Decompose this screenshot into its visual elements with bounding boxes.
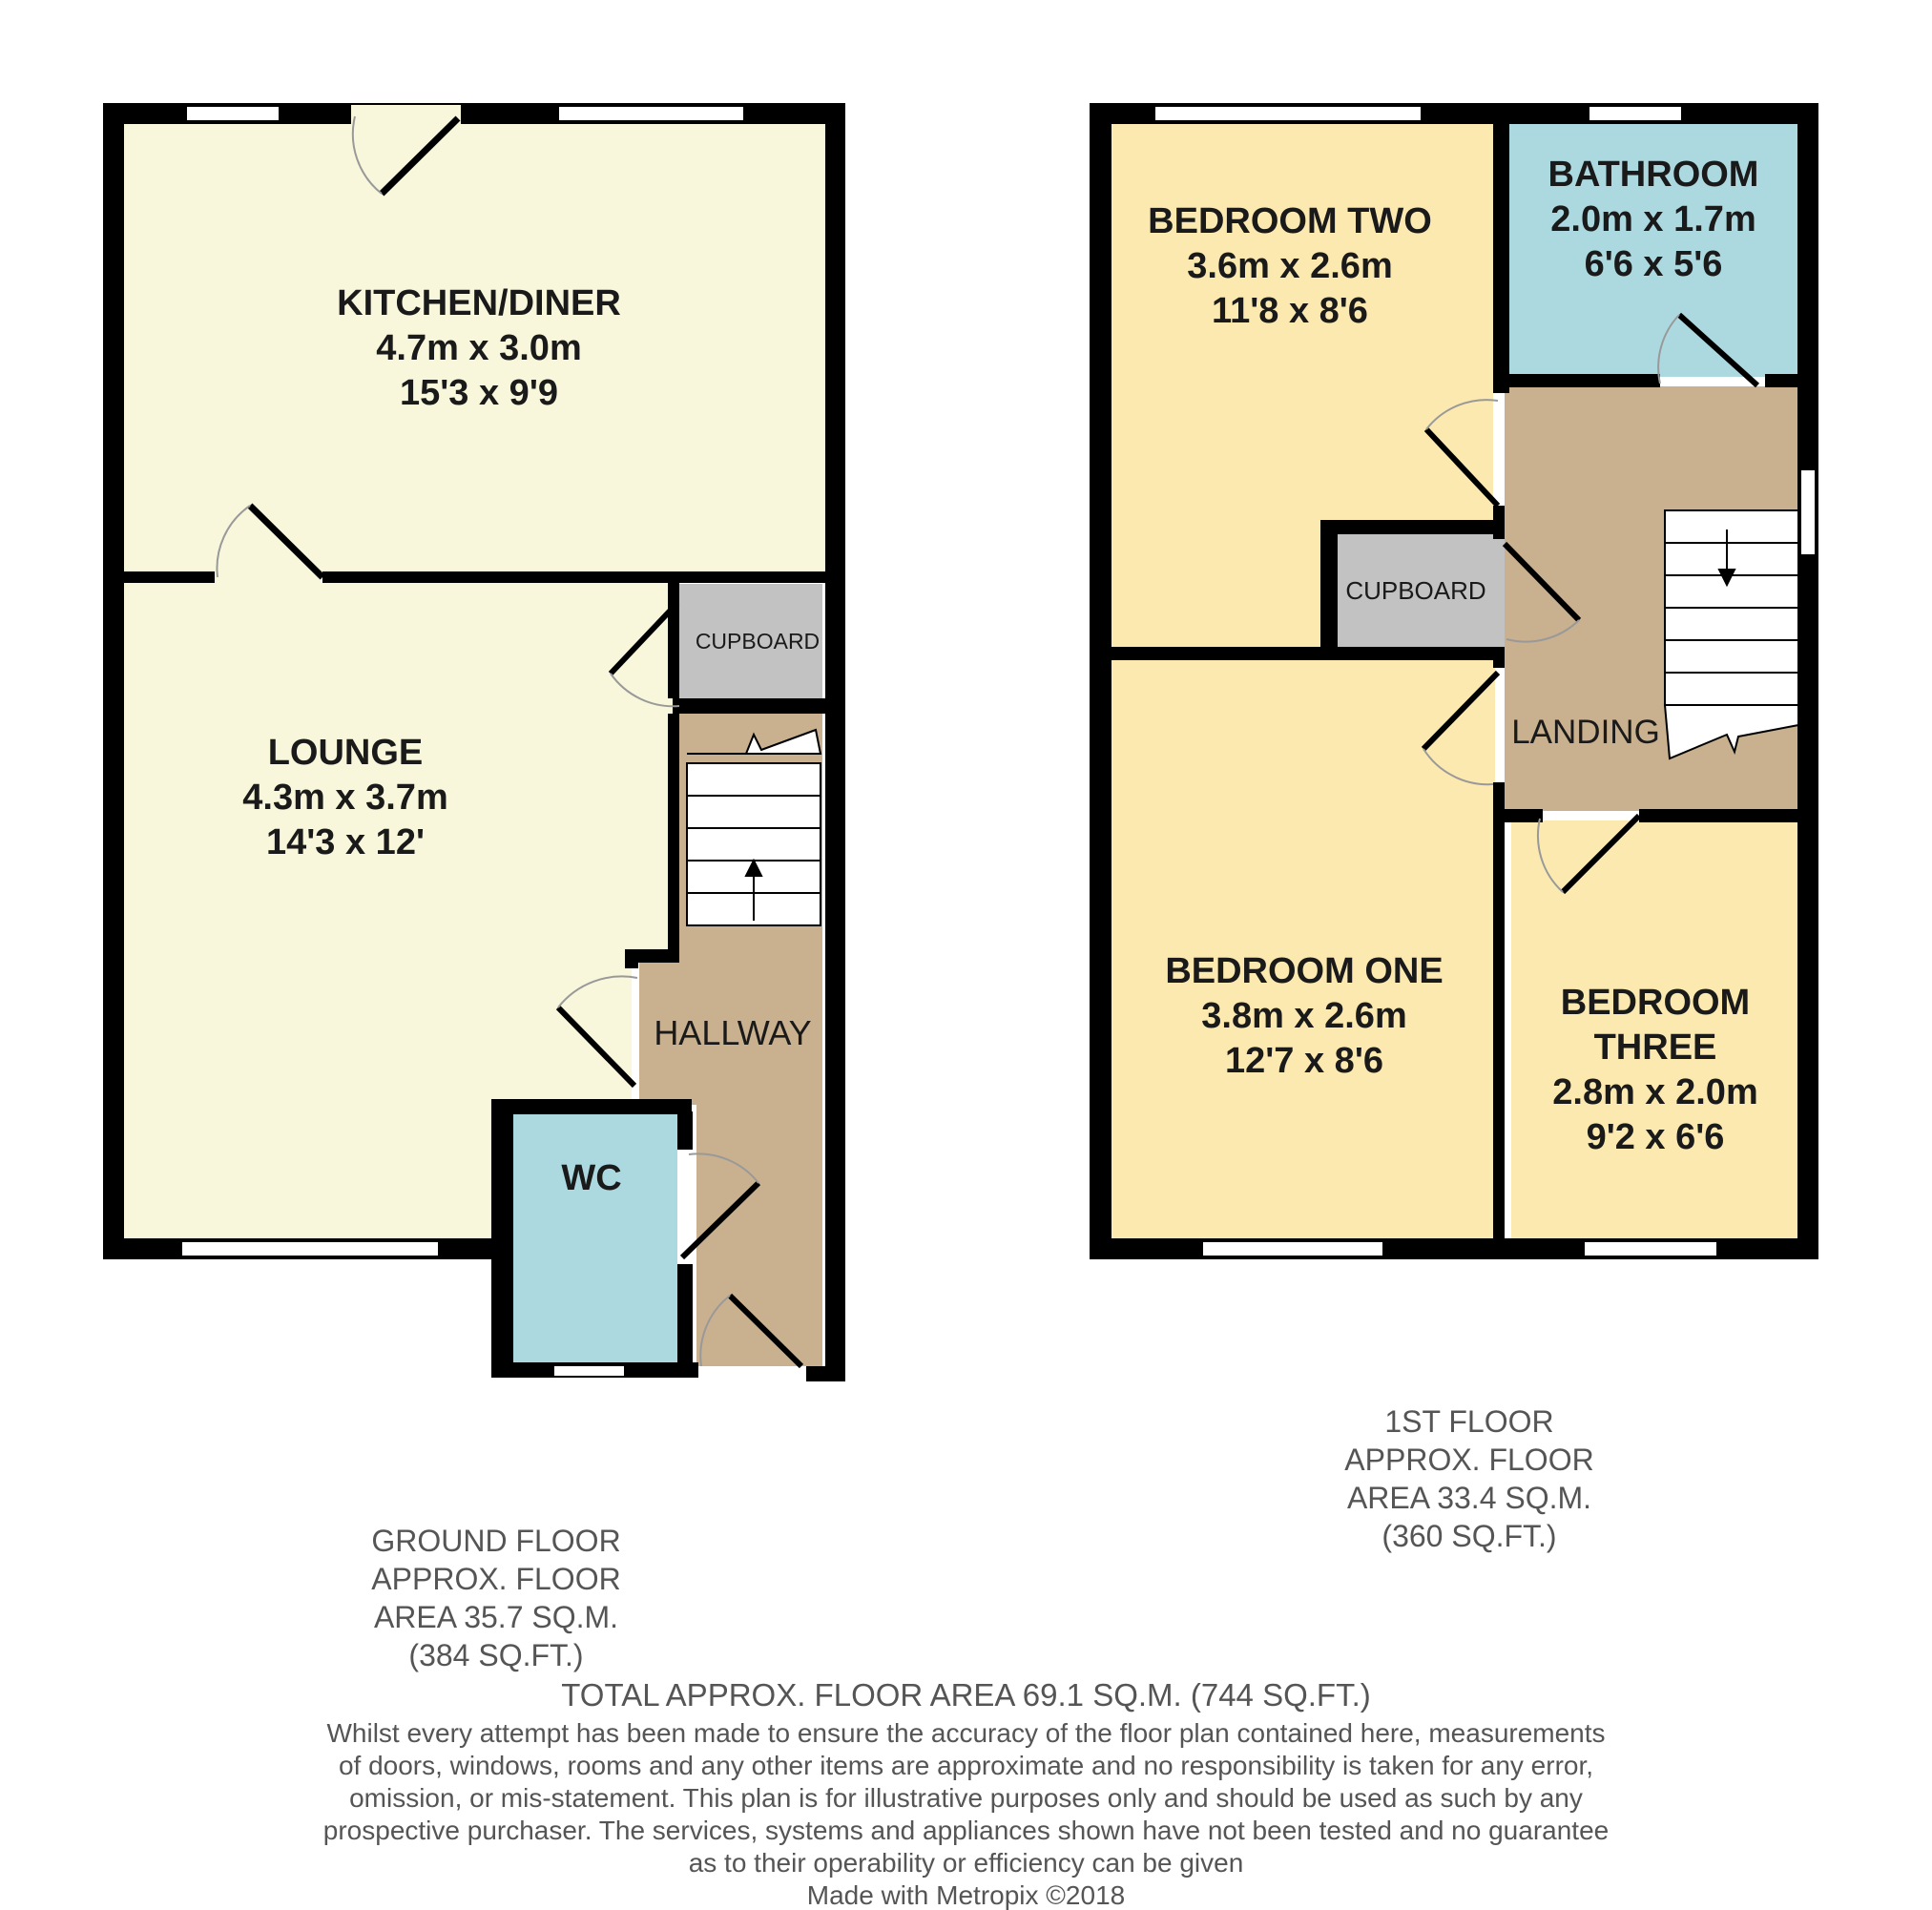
lounge-metric: 4.3m x 3.7m	[242, 778, 448, 818]
hallway-label: HALLWAY	[654, 1013, 812, 1052]
bedroom-three-label-line1: BEDROOM	[1560, 983, 1751, 1023]
first-stairs	[1665, 510, 1798, 758]
disclaimer-text	[286, 1717, 1646, 1879]
bedroom-two-imperial: 11'8 x 8'6	[1212, 291, 1368, 331]
first-floor-caption-line: 1ST FLOOR	[1384, 1404, 1554, 1439]
first-floor-plan	[1090, 103, 1818, 1259]
kitchen-metric: 4.7m x 3.0m	[376, 328, 582, 368]
ground-floor-caption-line: AREA 35.7 SQ.M.	[373, 1600, 619, 1634]
bedroom-two-label: BEDROOM TWO	[1148, 201, 1432, 241]
ground-floor-caption-line: APPROX. FLOOR	[371, 1562, 621, 1596]
ground-floor-caption-line: GROUND FLOOR	[371, 1524, 621, 1558]
bedroom-one-metric: 3.8m x 2.6m	[1201, 996, 1407, 1036]
bedroom-one-imperial: 12'7 x 8'6	[1225, 1041, 1383, 1081]
ground-floor-plan	[103, 103, 845, 1381]
bedroom-three-metric: 2.8m x 2.0m	[1552, 1072, 1758, 1112]
bathroom-metric: 2.0m x 1.7m	[1550, 199, 1756, 239]
disclaimer-line: as to their operability or efficiency can be given	[688, 1848, 1244, 1878]
disclaimer-line: prospective purchaser. The services, systems and appliances shown have not been tested and no guarantee	[322, 1816, 1610, 1845]
first-floor-area-caption	[1298, 1402, 1641, 1555]
bedroom-two-metric: 3.6m x 2.6m	[1187, 246, 1393, 286]
landing-label: LANDING	[1511, 714, 1660, 751]
total-floor-area: TOTAL APPROX. FLOOR AREA 69.1 SQ.M. (744 SQ.FT.)	[561, 1677, 1371, 1713]
bedroom-one-room	[1111, 660, 1495, 1238]
first-floor-caption-line: AREA 33.4 SQ.M.	[1346, 1481, 1592, 1515]
bedroom-one-label: BEDROOM ONE	[1165, 951, 1444, 991]
first-floor-caption-line: (360 SQ.FT.)	[1381, 1519, 1557, 1553]
ground-cupboard-label: CUPBOARD	[695, 629, 821, 654]
bedroom-three-label-line2: THREE	[1593, 1028, 1717, 1068]
credit-text: Made with Metropix ©2018	[806, 1880, 1126, 1910]
first-floor-caption-line: APPROX. FLOOR	[1344, 1443, 1594, 1477]
bathroom-imperial: 6'6 x 5'6	[1584, 244, 1723, 284]
first-cupboard-label: CUPBOARD	[1345, 576, 1486, 605]
ground-floor-caption-line: (384 SQ.FT.)	[408, 1638, 584, 1672]
bedroom-three-imperial: 9'2 x 6'6	[1586, 1117, 1725, 1157]
disclaimer-line: Whilst every attempt has been made to ensure the accuracy of the floor plan contained here, measurements	[326, 1718, 1606, 1748]
lounge-imperial: 14'3 x 12'	[266, 822, 425, 862]
bathroom-label: BATHROOM	[1548, 155, 1759, 195]
kitchen-label: KITCHEN/DINER	[337, 283, 621, 323]
ground-floor-area-caption	[324, 1522, 668, 1674]
kitchen-imperial: 15'3 x 9'9	[400, 373, 558, 413]
wc-label: WC	[561, 1158, 622, 1198]
wc-room	[513, 1111, 677, 1362]
lounge-label: LOUNGE	[267, 733, 424, 773]
disclaimer-line: omission, or mis-statement. This plan is for illustrative purposes only and should be used as such by any	[349, 1783, 1583, 1813]
disclaimer-line: of doors, windows, rooms and any other items are approximate and no responsibility is taken for any error,	[338, 1751, 1594, 1780]
